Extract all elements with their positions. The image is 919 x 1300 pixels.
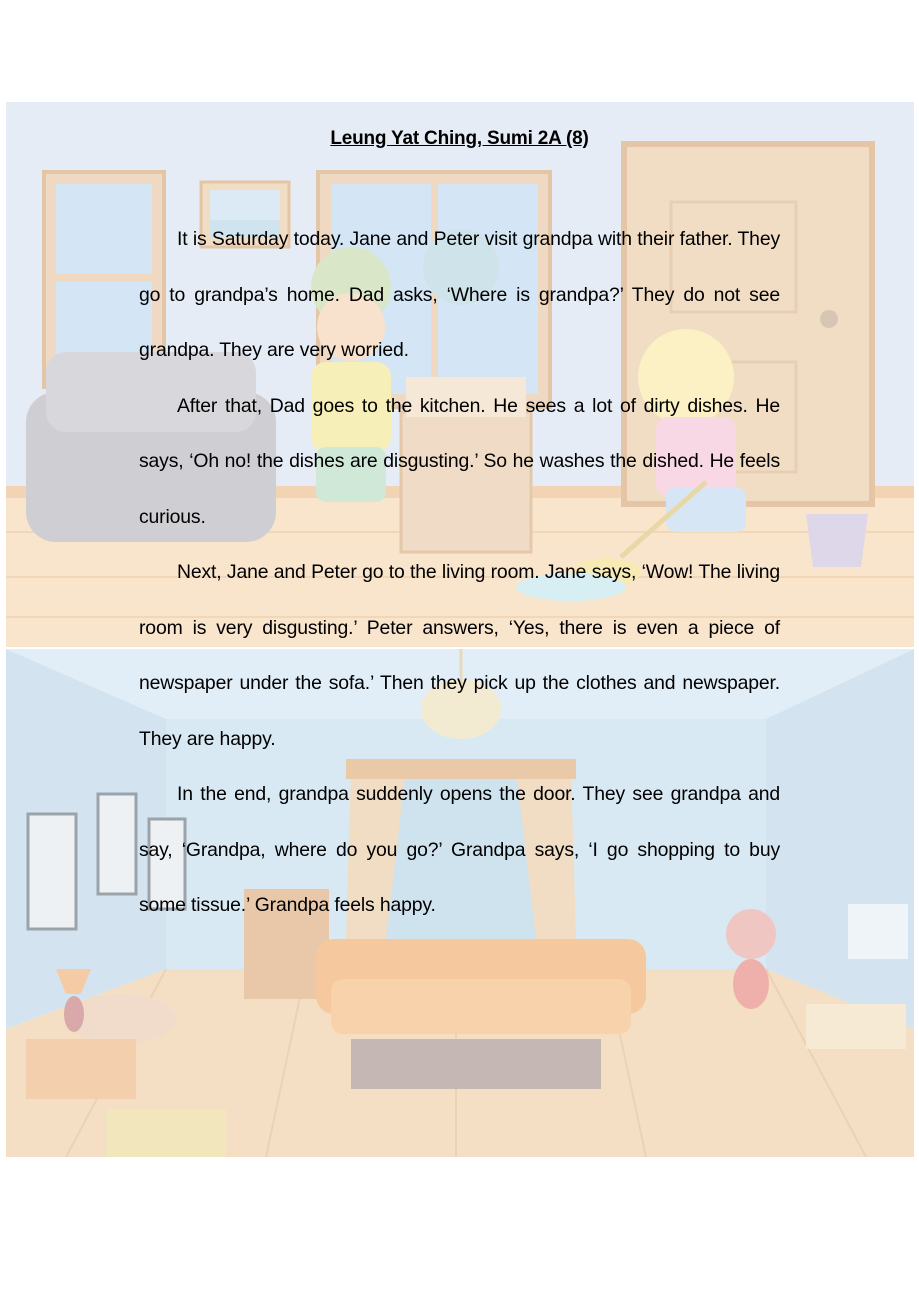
essay [139, 118, 780, 934]
essay-title: Leung Yat Ching, Sumi 2A (8) [330, 128, 589, 149]
paragraph-2: After that, Dad goes to the kitchen. He sees a lot of dirty dishes. He says, ‘Oh no! the dishes are disgusting.’ So he washes the dished. He feels curious. [139, 394, 780, 528]
essay-body [139, 212, 780, 934]
paragraph-4: In the end, grandpa suddenly opens the door. They see grandpa and say, ‘Grandpa, where do you go?’ Grandpa says, ‘I go shopping to buy some tissue.’ Grandpa feels happy. [139, 783, 780, 916]
paragraph-3: Next, Jane and Peter go to the living room. Jane says, ‘Wow! The living room is very disgusting.’ Peter answers, ‘Yes, there is even a piece of newspaper under the sofa.’ Then they pick up the clothes and newspaper. They are happy. [139, 561, 780, 750]
paragraph-1: It is Saturday today. Jane and Peter visit grandpa with their father. They go to grandpa’s home. Dad asks, ‘Where is grandpa?’ They do not see grandpa. They are very worried. [139, 228, 780, 361]
